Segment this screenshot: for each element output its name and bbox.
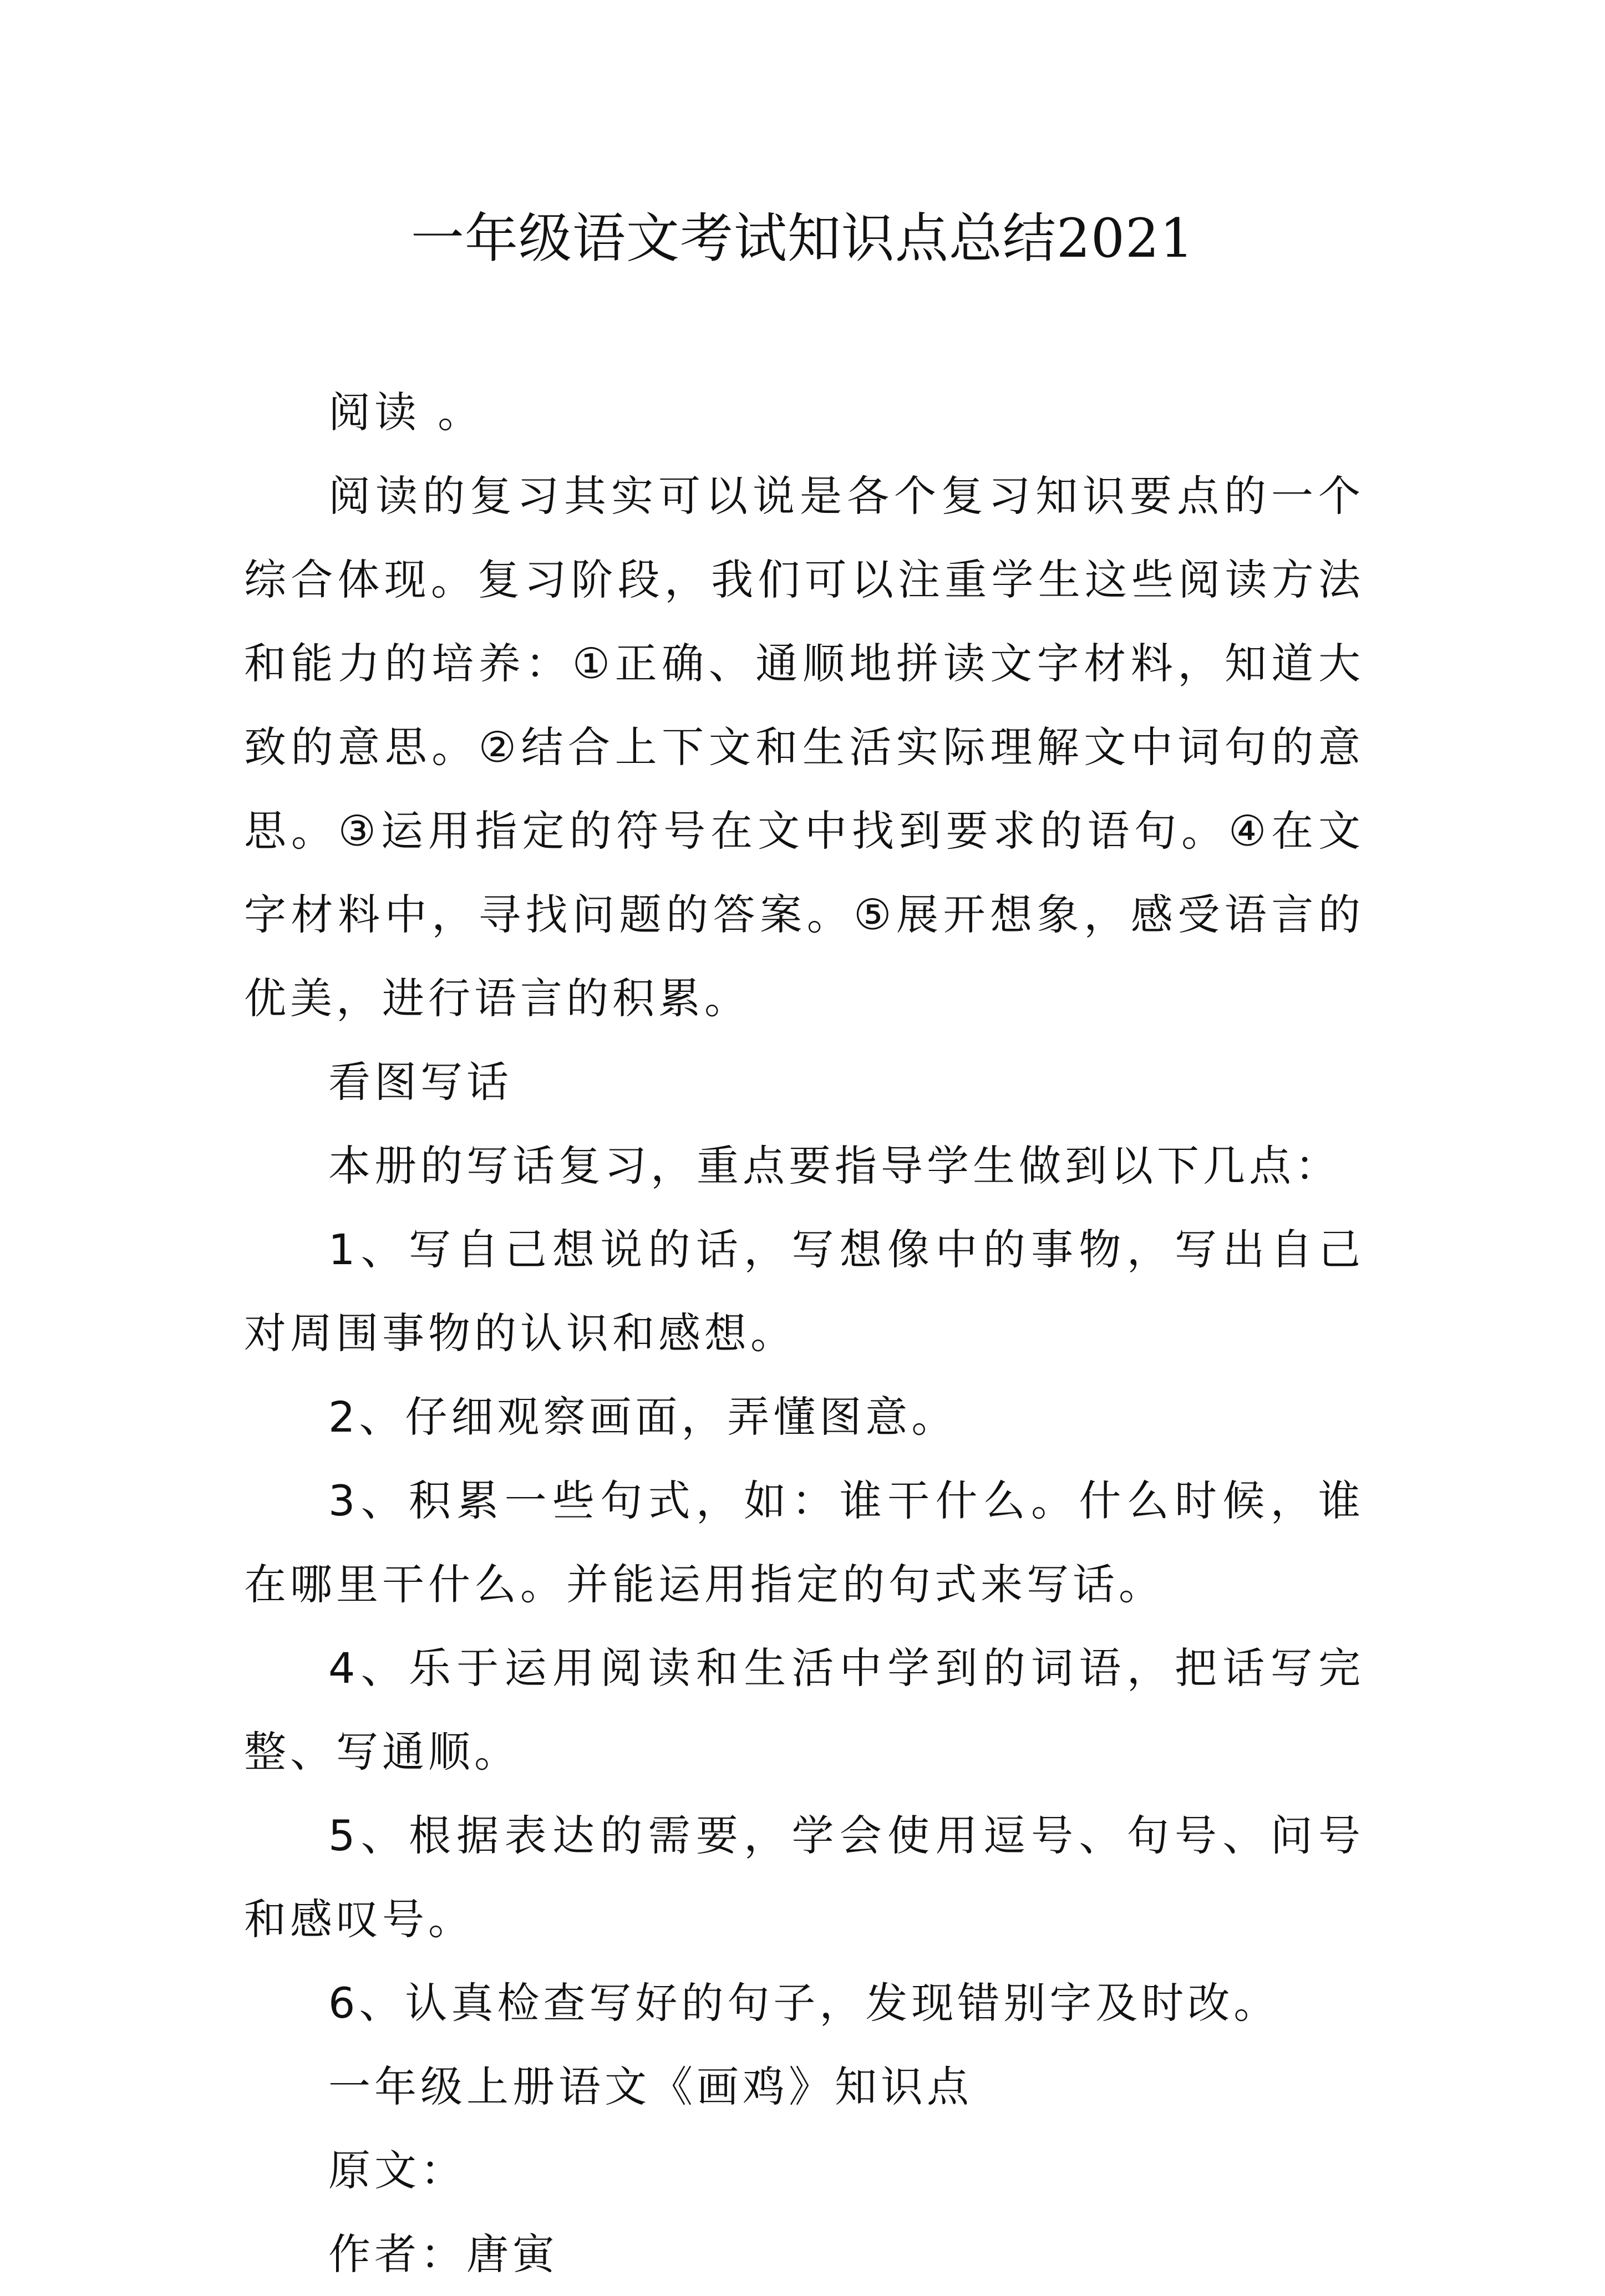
paragraph-picture-writing-heading: 看图写话 [328,1057,512,1107]
paragraph-writing-point-1: 1、写自己想说的话，写想像中的事物，写出自己对周围事物的认识和感想。 [244,1225,1364,1358]
paragraph-writing-review-intro: 本册的写话复习，重点要指导学生做到以下几点： [328,1141,1341,1190]
paragraph-poem-section-heading: 一年级上册语文《画鸡》知识点 [328,2062,973,2111]
document-body [244,370,1364,2296]
paragraph-writing-point-6: 6、认真检查写好的句子，发现错别字及时改。 [328,1978,1280,2028]
paragraph-writing-point-3: 3、积累一些句式，如：谁干什么。什么时候，谁在哪里干什么。并能运用指定的句式来写话。 [244,1476,1364,1609]
paragraph-writing-point-2: 2、仔细观察画面，弄懂图意。 [328,1392,958,1442]
paragraph-author-line: 作者：唐寅 [328,2229,558,2279]
paragraph-reading-review: 阅读的复习其实可以说是各个复习知识要点的一个综合体现。复习阶段，我们可以注重学生这些阅读方法和能力的培养：①正确、通顺地拼读文字材料，知道大致的意思。②结合上下文和生活实际理解文中词句的意思。③运用指定的符号在文中找到要求的语句。④在文字材料中，寻找问题的答案。⑤展开想象，感受语言的优美，进行语言的积累。 [244,471,1364,1023]
paragraph-original-text-label: 原文： [328,2146,466,2195]
paragraph-writing-point-5: 5、根据表达的需要，学会使用逗号、句号、问号和感叹号。 [244,1811,1364,1944]
paragraph-writing-point-4: 4、乐于运用阅读和生活中学到的词语，把话写完整、写通顺。 [244,1643,1364,1776]
document-title: 一年级语文考试知识点总结2021 [410,207,1195,269]
paragraph-reading-heading: 阅读 。 [328,388,484,437]
